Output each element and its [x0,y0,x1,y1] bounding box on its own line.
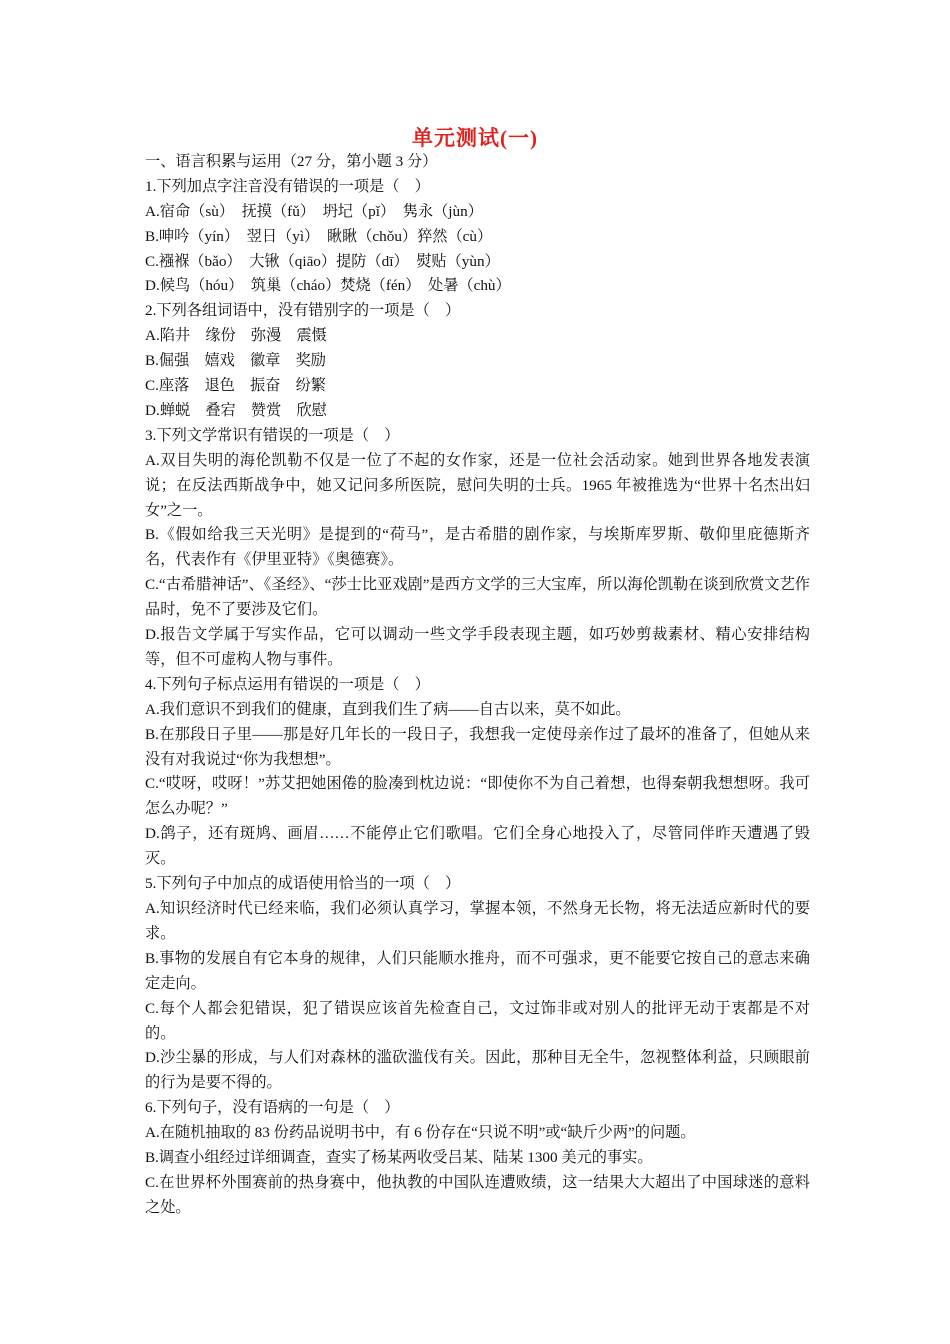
question-1 [145,175,810,299]
option-a: A.宿命（sù） 抚摸（fǔ） 坍圮（pǐ） 隽永（jùn） [145,202,483,220]
option-c: C.座落 退色 振奋 纷繁 [145,377,326,395]
question-6 [145,1096,810,1221]
option-c: C.每个人都会犯错误，犯了错误应该首先检查自己，文过饰非或对别人的批评无动于衷都是不对的。 [145,999,810,1042]
question-stem: 3.下列文学常识有错误的一项是（ ） [145,426,400,444]
option-a: A.陷井 缘份 弥漫 震慑 [145,327,327,345]
question-stem: 4.下列句子标点运用有错误的一项是（ ） [145,675,430,693]
option-d: D.沙尘暴的形成，与人们对森林的滥砍滥伐有关。因此，那种目无全牛，忽视整体利益，只顾眼前的行为是要不得的。 [145,1049,810,1092]
option-a: A.在随机抽取的 83 份药品说明书中，有 6 份存在“只说不明”或“缺斤少两”的问题。 [145,1124,696,1142]
option-a: A.知识经济时代已经来临，我们必须认真学习，掌握本领，不然身无长物，将无法适应新时代的要求。 [145,899,810,942]
option-b: B.调查小组经过详细调查，查实了杨某两收受吕某、陆某 1300 美元的事实。 [145,1149,653,1167]
question-stem: 5.下列句子中加点的成语使用恰当的一项（ ） [145,875,461,893]
option-b: B.事物的发展自有它本身的规律，人们只能顺水推舟，而不可强求，更不能要它按自己的意志来确定走向。 [145,949,810,992]
question-5 [145,872,810,1096]
option-b: B.在那段日子里——那是好几年长的一段日子，我想我一定使母亲作过了最坏的准备了，但她从来没有对我说过“你为我想想”。 [145,725,810,768]
option-c: C.襁褓（bǎo） 大锹（qiāo）提防（dī） 熨贴（yùn） [145,252,500,270]
option-d: D.蝉蜕 叠宕 赞赏 欣慰 [145,401,327,419]
option-d: D.报告文学属于写实作品，它可以调动一些文学手段表现主题，如巧妙剪裁素材、精心安排结构等，但不可虚构人物与事件。 [145,626,810,668]
page-title: 单元测试(一) [412,126,538,150]
question-stem: 1.下列加点字注音没有错误的一项是（ ） [145,177,430,195]
option-a: A.双目失明的海伦凯勒不仅是一位了不起的女作家，还是一位社会活动家。她到世界各地发表演说；在反法西斯战争中，她又记问多所医院，慰问失明的士兵。1965 年被推选为“世界十名杰出妇女”之一。 [145,451,810,519]
option-c: C.“古希腊神话”、《圣经》、“莎士比亚戏剧”是西方文学的三大宝库，所以海伦凯勒在谈到欣赏文艺作品时，免不了要涉及它们。 [145,576,810,619]
option-b: B.呻吟（yín） 翌日（yì） 瞅瞅（chǒu）猝然（cù） [145,227,493,245]
option-b: B.《假如给我三天光明》是提到的“荷马”，是古希腊的剧作家，与埃斯库罗斯、敬仰里庇德斯齐名，代表作有《伊里亚特》《奥德赛》。 [145,526,810,569]
question-2 [145,299,810,423]
question-stem: 2.下列各组词语中，没有错别字的一项是（ ） [145,302,461,320]
option-d: D.候鸟（hóu） 筑巢（cháo）焚烧（fén） 处暑（chù） [145,277,511,295]
option-c: C.“哎呀，哎呀！”苏艾把她困倦的脸凑到枕边说：“即使你不为自己着想，也得秦朝我想想呀。我可怎么办呢？” [145,775,810,818]
option-b: B.倔强 嬉戏 徽章 奖励 [145,352,326,370]
question-stem: 6.下列句子，没有语病的一句是（ ） [145,1099,400,1117]
option-a: A.我们意识不到我们的健康，直到我们生了病——自古以来，莫不如此。 [145,700,631,718]
document-body [145,150,810,1221]
section-heading: 一、语言积累与运用（27 分，第小题 3 分） [145,153,438,170]
option-d: D.鸽子，还有斑鸠、画眉……不能停止它们歌唱。它们全身心地投入了，尽管同伴昨天遭遇了毁灭。 [145,825,810,868]
option-c: C.在世界杯外围赛前的热身赛中，他执教的中国队连遭败绩，这一结果大大超出了中国球迷的意料之处。 [145,1173,810,1216]
question-4 [145,673,810,872]
question-3 [145,424,810,673]
